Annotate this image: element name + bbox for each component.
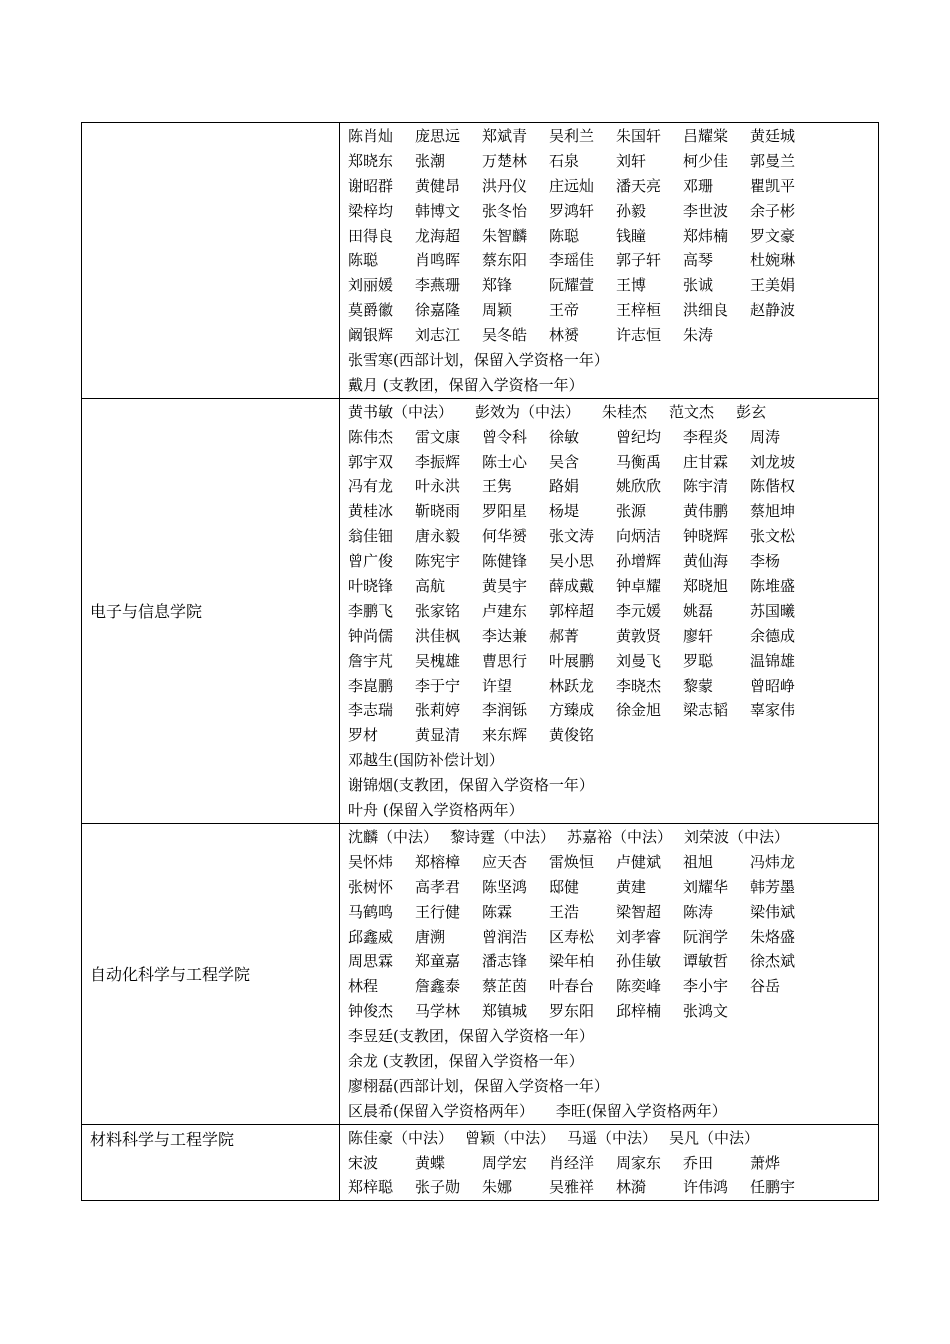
student-name: 叶展鹏	[549, 651, 595, 670]
student-name: 黄蝶	[415, 1153, 446, 1172]
name-line	[348, 624, 878, 649]
student-name: 张诚	[683, 276, 714, 295]
student-name: 何华赟	[482, 527, 528, 546]
student-name: 钱瞳	[616, 226, 647, 245]
student-name: 杨堤	[549, 502, 580, 521]
student-name: 温锦雄	[750, 651, 796, 670]
name-line	[348, 698, 878, 723]
student-name: 区寿松	[549, 927, 595, 946]
student-name: 黄显清	[415, 726, 461, 745]
name-list	[340, 823, 879, 1124]
student-name: 李旺(保留入学资格两年）	[555, 1101, 727, 1120]
name-list	[340, 398, 879, 823]
name-line	[348, 499, 878, 524]
student-name: 吴冬皓	[482, 326, 528, 345]
student-name: 杜婉琳	[750, 251, 796, 270]
student-name: 刘轩	[616, 151, 647, 170]
student-name: 陈士心	[482, 452, 528, 471]
student-name: 梁伟斌	[750, 902, 796, 921]
student-name: 罗鸿轩	[549, 201, 595, 220]
student-name: 陈聪	[549, 226, 580, 245]
student-name: 苏国曦	[750, 601, 796, 620]
student-name: 吴含	[549, 452, 580, 471]
student-name: 肖鸣晖	[415, 251, 461, 270]
student-name: 庄远灿	[549, 176, 595, 195]
student-name: 曾广俊	[348, 552, 394, 571]
name-line	[348, 900, 878, 925]
student-name: 孙毅	[616, 201, 647, 220]
name-line	[348, 1151, 878, 1176]
student-name: 陈健锋	[482, 552, 528, 571]
student-name: 唐永毅	[415, 527, 461, 546]
student-name: 陈肖灿	[348, 127, 394, 145]
name-line	[348, 1074, 878, 1099]
name-line	[348, 825, 878, 850]
student-name: 刘志江	[415, 326, 461, 345]
student-name: 曾令科	[482, 427, 528, 446]
student-name: 石泉	[549, 151, 580, 170]
student-name: 林赟	[549, 326, 580, 345]
name-line	[348, 1126, 878, 1151]
student-name: 刘荣波（中法）	[684, 827, 790, 846]
student-name: 李瑶佳	[549, 251, 595, 270]
name-line	[348, 273, 878, 298]
student-name: 吴雅祥	[549, 1178, 595, 1197]
student-name: 姚磊	[683, 601, 714, 620]
student-name: 钟卓耀	[616, 577, 662, 596]
student-name: 吴怀炜	[348, 852, 394, 871]
name-line	[348, 174, 878, 199]
student-name: 吴利兰	[549, 127, 595, 145]
student-name: 宋波	[348, 1153, 379, 1172]
student-name: 吴凡（中法）	[669, 1128, 760, 1147]
student-name: 柯少佳	[683, 151, 729, 170]
student-name: 周家东	[616, 1153, 662, 1172]
student-name: 冯炜龙	[750, 852, 796, 871]
student-name: 刘孝睿	[616, 927, 662, 946]
student-name: 李振辉	[415, 452, 461, 471]
student-name: 张家铭	[415, 601, 461, 620]
student-name: 曾润浩	[482, 927, 528, 946]
student-name: 罗阳星	[482, 502, 528, 521]
student-name: 彭玄	[736, 402, 767, 421]
student-name: 李晓杰	[616, 676, 662, 695]
name-line	[348, 524, 878, 549]
student-name: 谢锦烟(支教团，保留入学资格一年）	[348, 776, 594, 795]
student-name: 余子彬	[750, 201, 796, 220]
student-name: 谭敏哲	[683, 952, 729, 971]
student-name: 罗聪	[683, 651, 714, 670]
student-name: 蔡芷茵	[482, 977, 528, 996]
student-name: 陈霖	[482, 902, 513, 921]
student-name: 龙海超	[415, 226, 461, 245]
student-name: 孙佳敏	[616, 952, 662, 971]
student-name: 谢昭群	[348, 176, 394, 195]
name-line	[348, 400, 878, 425]
student-name: 钟晓辉	[683, 527, 729, 546]
name-line	[348, 999, 878, 1024]
student-name: 庞思远	[415, 127, 461, 145]
student-name: 陈堆盛	[750, 577, 796, 596]
student-name: 郭梓超	[549, 601, 595, 620]
student-name: 余龙 (支教团，保留入学资格一年）	[348, 1051, 584, 1070]
student-name: 来东辉	[482, 726, 528, 745]
student-name: 沈麟（中法）	[348, 827, 439, 846]
name-line	[348, 574, 878, 599]
student-name: 黄敦贤	[616, 626, 662, 645]
student-name: 李崑鹏	[348, 676, 394, 695]
student-name: 洪细良	[683, 301, 729, 320]
student-name: 邓越生(国防补偿计划）	[348, 751, 504, 770]
student-name: 靳晓雨	[415, 502, 461, 521]
college-row	[82, 1124, 879, 1201]
student-name: 洪丹仪	[482, 176, 528, 195]
student-name: 陈伟杰	[348, 427, 394, 446]
student-name: 高航	[415, 577, 446, 596]
student-name: 刘耀华	[683, 877, 729, 896]
student-name: 周颖	[482, 301, 513, 320]
admission-list-table	[81, 122, 879, 1201]
name-line	[348, 248, 878, 273]
student-name: 李世波	[683, 201, 729, 220]
student-name: 黄建	[616, 877, 647, 896]
student-name: 田得良	[348, 226, 394, 245]
student-name: 朱涛	[683, 326, 714, 345]
student-name: 万楚林	[482, 151, 528, 170]
student-name: 郭宇双	[348, 452, 394, 471]
student-name: 阮耀萱	[549, 276, 595, 295]
student-name: 洪佳枫	[415, 626, 461, 645]
name-line	[348, 599, 878, 624]
student-name: 徐嘉隆	[415, 301, 461, 320]
name-line	[348, 124, 878, 149]
student-name: 吕耀棠	[683, 127, 729, 145]
student-name: 陈偕权	[750, 477, 796, 496]
student-name: 卢健斌	[616, 852, 662, 871]
student-name: 陈涛	[683, 902, 714, 921]
student-name: 朱智麟	[482, 226, 528, 245]
college-name	[82, 123, 340, 399]
student-name: 冯有龙	[348, 477, 394, 496]
name-line	[348, 450, 878, 475]
student-name: 马鹤鸣	[348, 902, 394, 921]
college-row	[82, 823, 879, 1124]
student-name: 郑斌青	[482, 127, 528, 145]
student-name: 郑榕樟	[415, 852, 461, 871]
student-name: 罗东阳	[549, 1002, 595, 1021]
student-name: 姚欣欣	[616, 477, 662, 496]
student-name: 邱梓楠	[616, 1002, 662, 1021]
student-name: 应天杏	[482, 852, 528, 871]
name-line	[348, 674, 878, 699]
student-name: 李元媛	[616, 601, 662, 620]
student-name: 叶永洪	[415, 477, 461, 496]
student-name: 萧烨	[750, 1153, 781, 1172]
student-name: 王行健	[415, 902, 461, 921]
student-name: 刘龙坡	[750, 452, 796, 471]
student-name: 陈聪	[348, 251, 379, 270]
student-name: 黎蒙	[683, 676, 714, 695]
student-name: 郑镇城	[482, 1002, 528, 1021]
student-name: 郑梓聪	[348, 1178, 394, 1197]
student-name: 李达兼	[482, 626, 528, 645]
student-name: 朱烙盛	[750, 927, 796, 946]
student-name: 邸健	[549, 877, 580, 896]
name-line	[348, 798, 878, 823]
student-name: 肖经洋	[549, 1153, 595, 1172]
student-name: 韩博文	[415, 201, 461, 220]
student-name: 辜家伟	[750, 701, 796, 720]
student-name: 徐金旭	[616, 701, 662, 720]
student-name: 郑锋	[482, 276, 513, 295]
student-name: 张雪寒(西部计划，保留入学资格一年）	[348, 351, 609, 370]
college-name: 电子与信息学院	[82, 398, 340, 823]
student-name: 马遥（中法）	[567, 1128, 658, 1147]
student-name: 曾纪均	[616, 427, 662, 446]
student-name: 梁年柏	[549, 952, 595, 971]
student-name: 林程	[348, 977, 379, 996]
student-name: 张子勋	[415, 1178, 461, 1197]
name-line	[348, 199, 878, 224]
student-name: 瞿凯平	[750, 176, 796, 195]
student-name: 郑晓东	[348, 151, 394, 170]
student-name: 刘曼飞	[616, 651, 662, 670]
student-name: 叶晓锋	[348, 577, 394, 596]
student-name: 廖轩	[683, 626, 714, 645]
student-name: 朱娜	[482, 1178, 513, 1197]
student-name: 蔡旭坤	[750, 502, 796, 521]
student-name: 张莉婷	[415, 701, 461, 720]
student-name: 罗文豪	[750, 226, 796, 245]
student-name: 李小宇	[683, 977, 729, 996]
student-name: 郝菁	[549, 626, 580, 645]
student-name: 郑晓旭	[683, 577, 729, 596]
student-name: 郭子轩	[616, 251, 662, 270]
student-name: 李程炎	[683, 427, 729, 446]
student-name: 许望	[482, 676, 513, 695]
student-name: 李于宁	[415, 676, 461, 695]
student-name: 许伟鸿	[683, 1178, 729, 1197]
name-line	[348, 1175, 878, 1200]
college-row	[82, 398, 879, 823]
student-name: 许志恒	[616, 326, 662, 345]
student-name: 余德成	[750, 626, 796, 645]
student-name: 李鹏飞	[348, 601, 394, 620]
student-name: 卢建东	[482, 601, 528, 620]
name-line	[348, 1024, 878, 1049]
student-name: 乔田	[683, 1153, 714, 1172]
student-name: 王隽	[482, 477, 513, 496]
student-name: 黄书敏（中法）	[348, 402, 454, 421]
student-name: 李杨	[750, 552, 781, 571]
student-name: 李燕珊	[415, 276, 461, 295]
student-name: 徐杰斌	[750, 952, 796, 971]
name-line	[348, 474, 878, 499]
student-name: 曾颖（中法）	[465, 1128, 556, 1147]
student-name: 詹鑫泰	[415, 977, 461, 996]
student-name: 林跃龙	[549, 676, 595, 695]
name-line	[348, 373, 878, 398]
student-name: 叶春台	[549, 977, 595, 996]
student-name: 林漪	[616, 1178, 647, 1197]
student-name: 向炳洁	[616, 527, 662, 546]
student-name: 黄伟鹏	[683, 502, 729, 521]
student-name: 王浩	[549, 902, 580, 921]
student-name: 黄昊宇	[482, 577, 528, 596]
student-name: 薛成戴	[549, 577, 595, 596]
student-name: 张文松	[750, 527, 796, 546]
student-name: 李志瑞	[348, 701, 394, 720]
student-name: 潘天亮	[616, 176, 662, 195]
student-name: 区晨希(保留入学资格两年）	[348, 1101, 534, 1120]
student-name: 潘志锋	[482, 952, 528, 971]
name-line	[348, 748, 878, 773]
name-line	[348, 549, 878, 574]
student-name: 邓珊	[683, 176, 714, 195]
student-name: 马学林	[415, 1002, 461, 1021]
student-name: 路娟	[549, 477, 580, 496]
name-line	[348, 425, 878, 450]
student-name: 邱鑫威	[348, 927, 394, 946]
name-line	[348, 850, 878, 875]
student-name: 周思霖	[348, 952, 394, 971]
student-name: 曾昭峥	[750, 676, 796, 695]
name-list	[340, 1124, 879, 1201]
name-line	[348, 298, 878, 323]
student-name: 郑童嘉	[415, 952, 461, 971]
student-name: 廖栩磊(西部计划，保留入学资格一年）	[348, 1076, 609, 1095]
name-line	[348, 348, 878, 373]
name-line	[348, 949, 878, 974]
student-name: 唐溯	[415, 927, 446, 946]
student-name: 雷文康	[415, 427, 461, 446]
name-list	[340, 123, 879, 399]
college-name: 自动化科学与工程学院	[82, 823, 340, 1124]
student-name: 黄俊铭	[549, 726, 595, 745]
student-name: 方臻成	[549, 701, 595, 720]
student-name: 黄桂冰	[348, 502, 394, 521]
student-name: 赵静波	[750, 301, 796, 320]
student-name: 梁智超	[616, 902, 662, 921]
student-name: 张冬怡	[482, 201, 528, 220]
student-name: 陈奕峰	[616, 977, 662, 996]
student-name: 张潮	[415, 151, 446, 170]
student-name: 周学宏	[482, 1153, 528, 1172]
student-name: 王帝	[549, 301, 580, 320]
student-name: 钟尚儒	[348, 626, 394, 645]
college-name: 材料科学与工程学院	[82, 1124, 340, 1201]
student-name: 黎诗霆（中法）	[450, 827, 556, 846]
name-line	[348, 773, 878, 798]
student-name: 叶舟 (保留入学资格两年）	[348, 801, 524, 820]
student-name: 陈宇清	[683, 477, 729, 496]
student-name: 雷焕恒	[549, 852, 595, 871]
student-name: 戴月 (支教团，保留入学资格一年）	[348, 375, 584, 394]
student-name: 张树怀	[348, 877, 394, 896]
student-name: 孙增辉	[616, 552, 662, 571]
student-name: 张源	[616, 502, 647, 521]
student-name: 黄健昂	[415, 176, 461, 195]
student-name: 韩芳墨	[750, 877, 796, 896]
name-line	[348, 1099, 878, 1124]
student-name: 刘丽媛	[348, 276, 394, 295]
student-name: 梁志韬	[683, 701, 729, 720]
student-name: 陈坚鸿	[482, 877, 528, 896]
student-name: 郭曼兰	[750, 151, 796, 170]
student-name: 阚银辉	[348, 326, 394, 345]
student-name: 高孝君	[415, 877, 461, 896]
student-name: 李润铄	[482, 701, 528, 720]
name-line	[348, 875, 878, 900]
student-name: 黄仙海	[683, 552, 729, 571]
student-name: 范文杰	[669, 402, 715, 421]
student-name: 钟俊杰	[348, 1002, 394, 1021]
student-name: 罗材	[348, 726, 379, 745]
student-name: 吴小思	[549, 552, 595, 571]
student-name: 李昱廷(支教团，保留入学资格一年）	[348, 1027, 594, 1046]
student-name: 翁佳钿	[348, 527, 394, 546]
student-name: 詹宇芃	[348, 651, 394, 670]
student-name: 祖旭	[683, 852, 714, 871]
student-name: 陈佳豪（中法）	[348, 1128, 454, 1147]
name-line	[348, 224, 878, 249]
student-name: 彭效为（中法）	[475, 402, 581, 421]
student-name: 高琴	[683, 251, 714, 270]
student-name: 王梓桓	[616, 301, 662, 320]
student-name: 郑炜楠	[683, 226, 729, 245]
name-line	[348, 149, 878, 174]
student-name: 马衡禹	[616, 452, 662, 471]
student-name: 王美娟	[750, 276, 796, 295]
name-line	[348, 1049, 878, 1074]
student-name: 朱国轩	[616, 127, 662, 145]
student-name: 张鸿文	[683, 1002, 729, 1021]
student-name: 莫爵徽	[348, 301, 394, 320]
student-name: 张文涛	[549, 527, 595, 546]
student-name: 曹思行	[482, 651, 528, 670]
student-name: 徐敏	[549, 427, 580, 446]
student-name: 苏嘉裕（中法）	[567, 827, 673, 846]
student-name: 谷岳	[750, 977, 781, 996]
name-line	[348, 723, 878, 748]
student-name: 朱桂杰	[602, 402, 648, 421]
student-name: 周涛	[750, 427, 781, 446]
student-name: 蔡东阳	[482, 251, 528, 270]
student-name: 吴槐雄	[415, 651, 461, 670]
student-name: 黄廷城	[750, 127, 796, 145]
student-name: 庄甘霖	[683, 452, 729, 471]
student-name: 陈宪宇	[415, 552, 461, 571]
college-row	[82, 123, 879, 399]
student-name: 王博	[616, 276, 647, 295]
student-name: 梁梓均	[348, 201, 394, 220]
name-line	[348, 323, 878, 348]
student-name: 任鹏宇	[750, 1178, 796, 1197]
name-line	[348, 974, 878, 999]
student-name: 阮润学	[683, 927, 729, 946]
name-line	[348, 925, 878, 950]
name-line	[348, 649, 878, 674]
